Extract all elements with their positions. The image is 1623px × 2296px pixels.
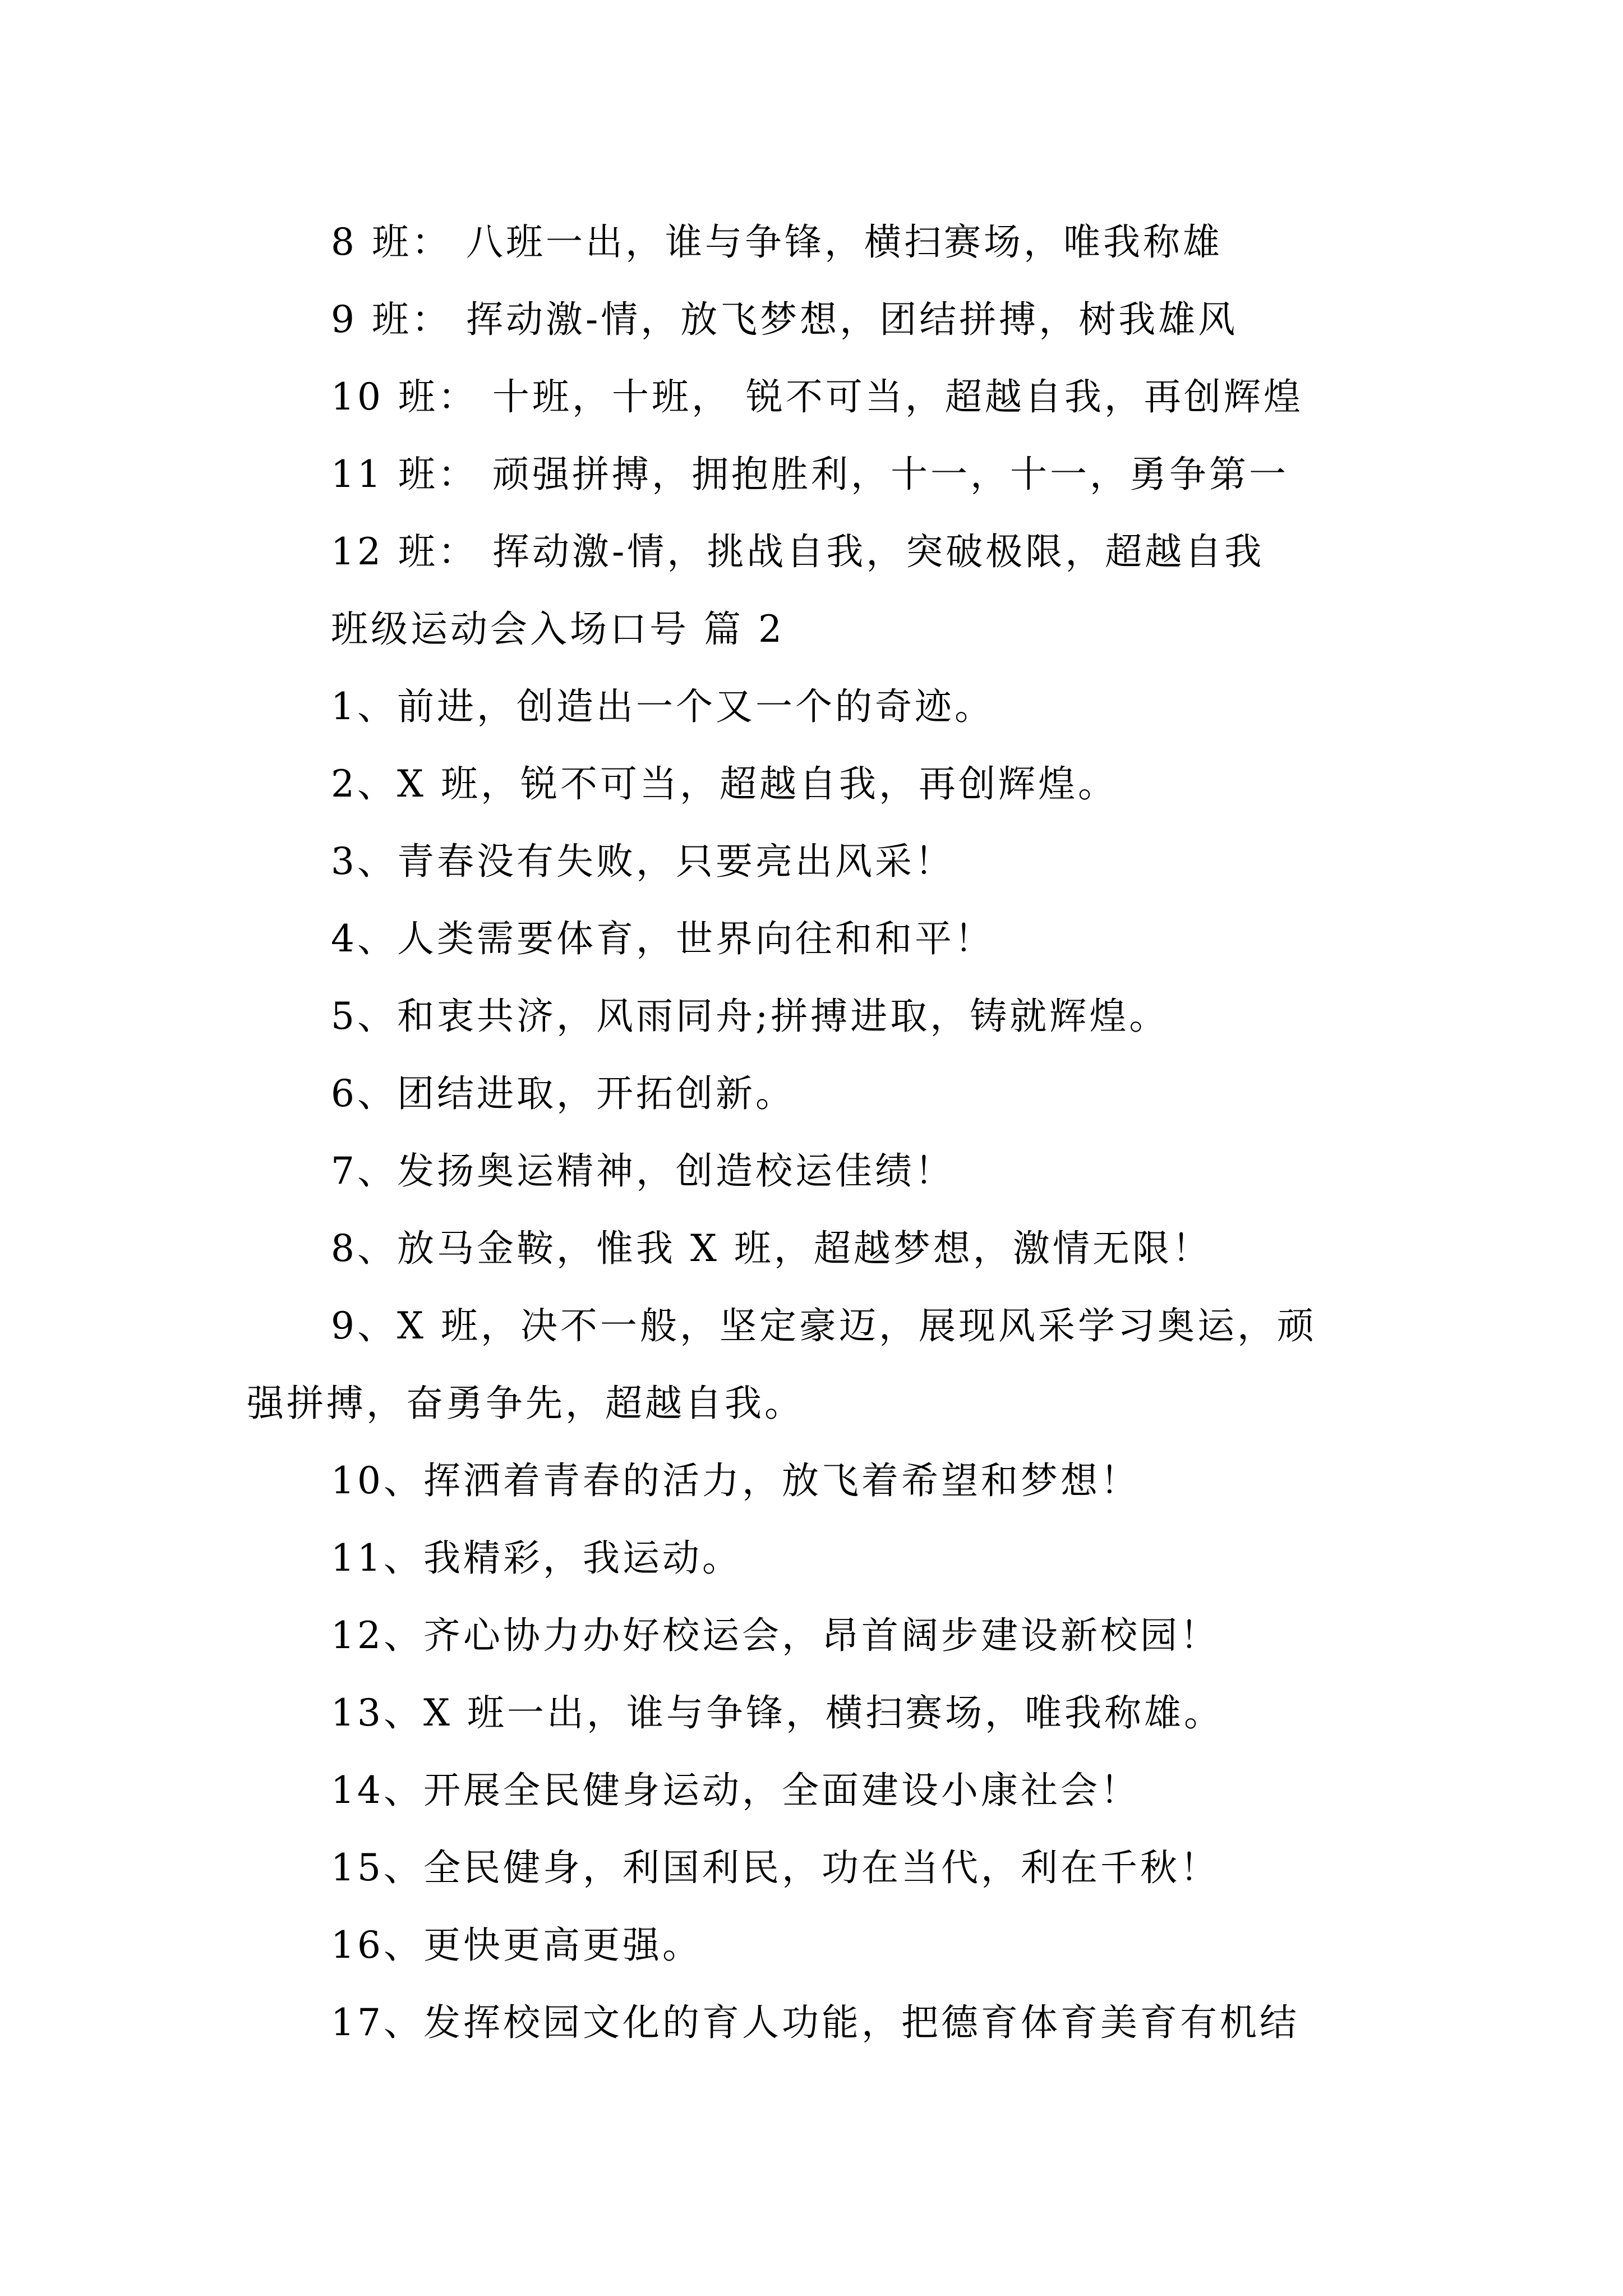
slogan-item-4: 4、人类需要体育，世界向往和和平！ — [331, 917, 994, 960]
slogan-item-15: 15、全民健身，利国利民，功在当代，利在千秋！ — [331, 1846, 1220, 1889]
slogan-item-13: 13、X 班一出，谁与争锋，横扫赛场，唯我称雄。 — [331, 1691, 1224, 1734]
class-12-slogan: 12 班： 挥动激-情，挑战自我，突破极限，超越自我 — [331, 530, 1265, 573]
slogan-item-14: 14、开展全民健身运动，全面建设小康社会！ — [331, 1769, 1140, 1812]
section-heading: 班级运动会入场口号 篇 2 — [331, 608, 785, 651]
slogan-item-7: 7、发扬奥运精神，创造校运佳绩！ — [331, 1149, 955, 1193]
slogan-item-6: 6、团结进取，开拓创新。 — [331, 1072, 795, 1115]
slogan-item-9: 9、X 班，决不一般，坚定豪迈，展现风采学习奥运，顽 — [331, 1304, 1317, 1347]
slogan-item-1: 1、前进，创造出一个又一个的奇迹。 — [331, 685, 994, 728]
slogan-item-3: 3、青春没有失败，只要亮出风采！ — [331, 840, 955, 883]
slogan-item-12: 12、齐心协力办好校运会，昂首阔步建设新校园！ — [331, 1614, 1220, 1657]
slogan-item-5: 5、和衷共济，风雨同舟;拼搏进取，铸就辉煌。 — [331, 995, 1169, 1038]
class-8-slogan: 8 班： 八班一出，谁与争锋，横扫赛场，唯我称雄 — [331, 220, 1223, 264]
slogan-item-9-continued: 强拼搏，奋勇争先，超越自我。 — [247, 1382, 804, 1425]
class-9-slogan: 9 班： 挥动激-情，放飞梦想，团结拼搏，树我雄风 — [331, 298, 1238, 341]
slogan-item-16: 16、更快更高更强。 — [331, 1924, 702, 1967]
slogan-item-8: 8、放马金鞍，惟我 X 班，超越梦想，激情无限！ — [331, 1227, 1212, 1270]
slogan-item-11: 11、我精彩，我运动。 — [331, 1536, 742, 1580]
slogan-item-17: 17、发挥校园文化的育人功能，把德育体育美育有机结 — [331, 2001, 1299, 2044]
slogan-item-10: 10、挥洒着青春的活力，放飞着希望和梦想！ — [331, 1459, 1140, 1502]
class-11-slogan: 11 班： 顽强拼搏，拥抱胜利，十一，十一，勇争第一 — [331, 453, 1289, 496]
slogan-item-2: 2、X 班，锐不可当，超越自我，再创辉煌。 — [331, 762, 1118, 806]
class-10-slogan: 10 班： 十班，十班， 锐不可当，超越自我，再创辉煌 — [331, 375, 1303, 418]
